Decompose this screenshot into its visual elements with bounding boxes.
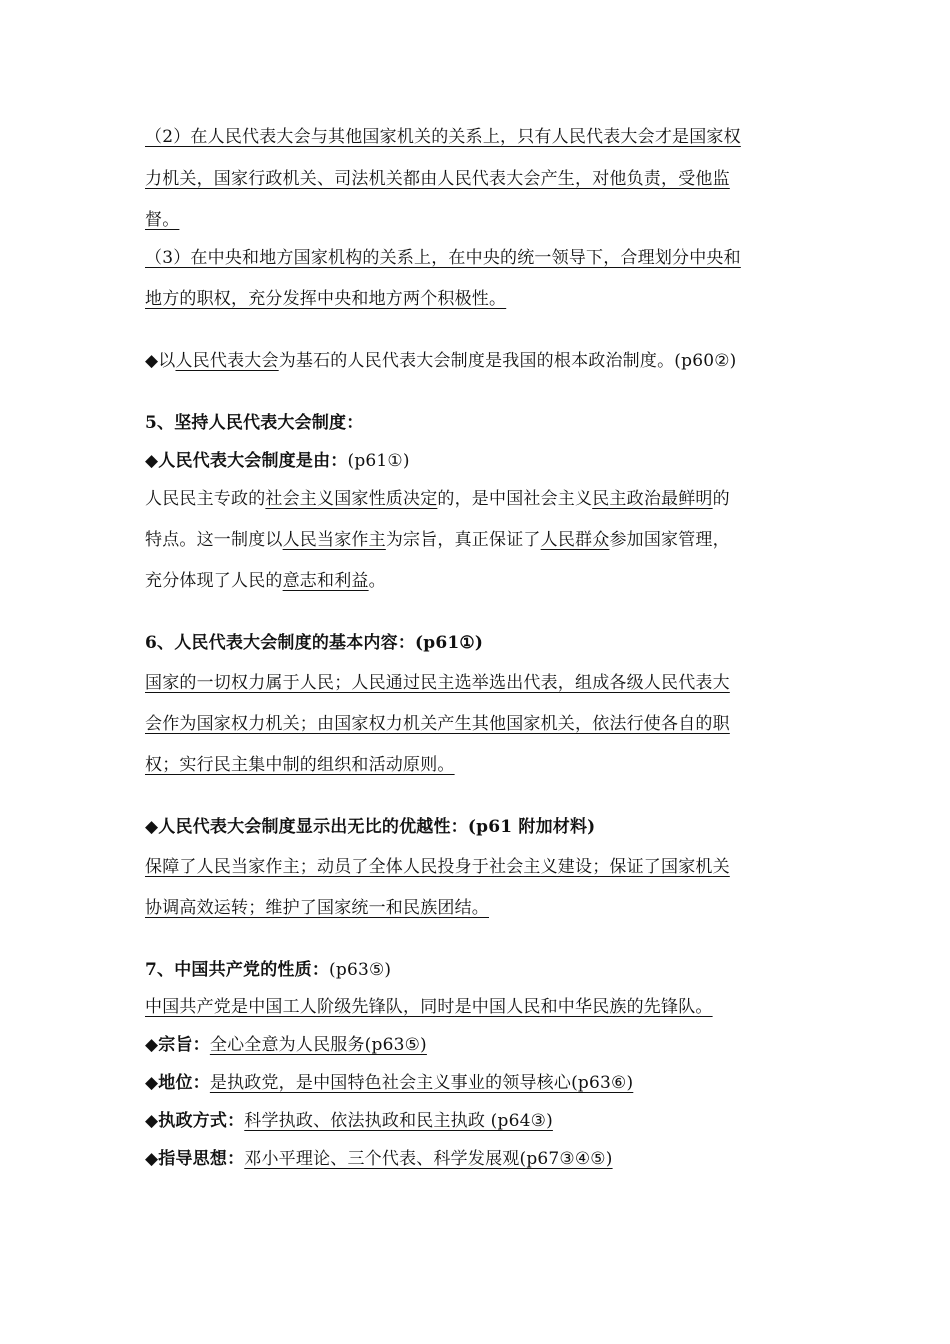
section-heading: ◆人民代表大会制度显示出无比的优越性：(p61 附加材料) [145,817,596,837]
list-item [145,1110,553,1132]
text-line: （3）在中央和地方国家机构的关系上，在中央的统一领导下，合理划分中央和 [145,248,741,268]
text: 充分体现了人民的 [145,571,283,591]
subheading [145,450,410,472]
text: 为宗旨，真正保证了 [385,530,541,550]
text: 的 [712,489,730,509]
section-heading: 5、坚持人民代表大会制度： [145,413,364,433]
list-item [145,1034,427,1056]
underlined-term: 人民群众 [540,530,610,550]
item-value: 全心全意为人民服务(p63⑤) [209,1035,427,1055]
text-line [145,570,386,592]
root-system-line [145,350,737,372]
list-item [145,1148,613,1170]
section-heading [145,959,391,981]
text-line: 权；实行民主集中制的组织和活动原则。 [145,755,455,775]
text: 特点。这一制度以 [145,530,283,550]
text-line: 力机关，国家行政机关、司法机关都由人民代表大会产生，对他负责，受他监 [145,169,730,189]
subheading-label: ◆人民代表大会制度是由： [145,451,348,471]
item-label: ◆执政方式： [145,1111,245,1131]
text-line: 地方的职权，充分发挥中央和地方两个积极性。 [145,289,507,309]
underlined-term: 社会主义国家性质决定 [265,489,438,509]
heading-label: 7、中国共产党的性质： [145,960,330,980]
text-line: 协调高效运转；维护了国家统一和民族团结。 [145,898,489,918]
item-value: 邓小平理论、三个代表、科学发展观(p67③④⑤) [244,1149,613,1169]
text-line: 国家的一切权力属于人民；人民通过民主选举选出代表，组成各级人民代表大 [145,673,730,693]
text-line: 保障了人民当家作主；动员了全体人民投身于社会主义建设；保证了国家机关 [145,857,730,877]
text-line [145,529,730,551]
underlined-term: 意志和利益 [282,571,369,591]
item-label: ◆指导思想： [145,1149,245,1169]
section-heading: 6、人民代表大会制度的基本内容：(p61①) [145,633,484,653]
underlined-term: 民主政治最鲜明 [592,489,713,509]
item-value: 是执政党，是中国特色社会主义事业的领导核心(p63⑥) [209,1073,634,1093]
underlined-term: 人民当家作主 [282,530,386,550]
text: 参加国家管理， [609,530,730,550]
item-label: ◆宗旨： [145,1035,210,1055]
item-value: 科学执政、依法执政和民主执政 (p64③) [244,1111,553,1131]
page-ref: (p63⑤) [329,960,392,980]
bullet-text: ◆以 [145,351,176,371]
text: 的，是中国社会主义 [437,489,593,509]
page-ref: (p61①) [347,451,410,471]
list-item [145,1072,633,1094]
item-label: ◆地位： [145,1073,210,1093]
text-line [145,488,730,510]
text: 人民民主专政的 [145,489,266,509]
text-line: 中国共产党是中国工人阶级先锋队，同时是中国人民和中华民族的先锋队。 [145,997,713,1017]
text: 。 [368,571,386,591]
text-line: （2）在人民代表大会与其他国家机关的关系上，只有人民代表大会才是国家权 [145,127,741,147]
underlined-term: 人民代表大会 [175,351,279,371]
text: 为基石的人民代表大会制度是我国的根本政治制度。(p60②) [278,351,737,371]
text-line: 督。 [145,210,180,230]
text-line: 会作为国家权力机关；由国家权力机关产生其他国家机关，依法行使各自的职 [145,714,730,734]
